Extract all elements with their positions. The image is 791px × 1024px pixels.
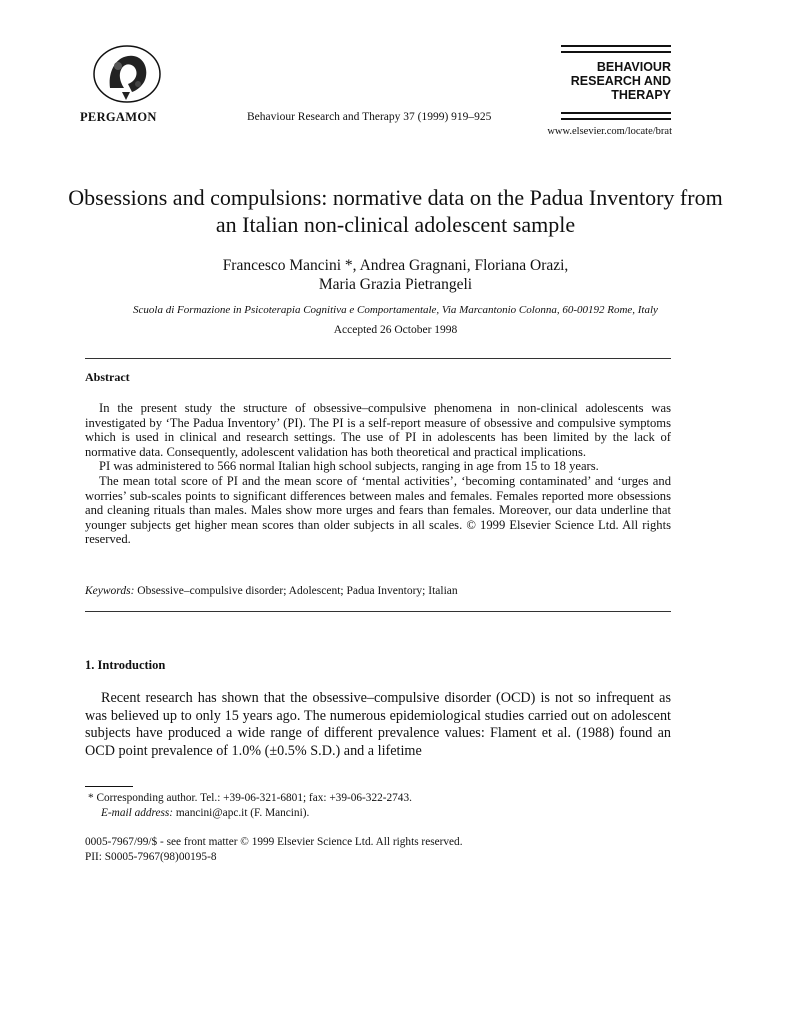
publisher-logo bbox=[92, 44, 162, 104]
journal-rule-bottom-2 bbox=[561, 118, 671, 120]
introduction-body bbox=[85, 690, 671, 760]
email-label: E-mail address: bbox=[101, 807, 174, 819]
abstract-paragraph-2: PI was administered to 566 normal Italian high school subjects, ranging in age from 15 to 18 years. bbox=[99, 459, 599, 474]
section-heading-introduction: 1. Introduction bbox=[85, 658, 166, 672]
abstract-heading: Abstract bbox=[85, 370, 130, 384]
publisher-name: PERGAMON bbox=[80, 110, 157, 124]
journal-rule-bottom bbox=[561, 112, 671, 114]
journal-title bbox=[561, 60, 671, 102]
affiliation: Scuola di Formazione in Psicoterapia Cognitiva e Comportamentale, Via Marcantonio Colonna, 60-00192 Rome, Italy bbox=[133, 304, 658, 316]
author-line-1: Francesco Mancini *, Andrea Gragnani, Floriana Orazi, bbox=[222, 257, 569, 274]
journal-url[interactable]: www.elsevier.com/locate/brat bbox=[547, 126, 672, 137]
keywords-label: Keywords: bbox=[85, 585, 135, 597]
rule-below-abstract bbox=[85, 611, 671, 612]
keywords-text: Obsessive–compulsive disorder; Adolescent; Padua Inventory; Italian bbox=[134, 585, 458, 597]
abstract-body bbox=[85, 401, 671, 547]
email-text[interactable]: mancini@apc.it (F. Mancini). bbox=[173, 807, 310, 819]
article-title: Obsessions and compulsions: normative data on the Padua Inventory from an Italian non-clinical adolescent sample bbox=[68, 185, 723, 237]
keywords bbox=[85, 585, 671, 597]
journal-title-line-1: BEHAVIOUR bbox=[596, 60, 671, 74]
rule-above-abstract bbox=[85, 358, 671, 359]
author-line-2: Maria Grazia Pietrangeli bbox=[318, 276, 473, 293]
footnote-corresponding: * Corresponding author. Tel.: +39-06-321-6801; fax: +39-06-322-2743. bbox=[88, 792, 412, 804]
abstract-paragraph-3: The mean total score of PI and the mean score of ‘mental activities’, ‘becoming contaminated’ and ‘urges and worries’ sub-scales points to significant differences between males and females. Females reported more obsessions and cleaning rituals than males. Males show more urges and fears than females. Moreover, our data underline that younger subjects get higher mean scores than older subjects in all scales. © 1999 Elsevier Science Ltd. All rights reserved. bbox=[85, 473, 671, 547]
journal-title-line-2: RESEARCH AND bbox=[570, 74, 671, 88]
journal-citation: Behaviour Research and Therapy 37 (1999) 919–925 bbox=[247, 111, 492, 123]
author-list bbox=[60, 256, 731, 294]
journal-rule-top-2 bbox=[561, 51, 671, 53]
footnote-email bbox=[101, 806, 691, 821]
abstract-paragraph-1: In the present study the structure of obsessive–compulsive phenomena in non-clinical adolescents was investigated by ‘The Padua Inventory’ (PI). The PI is a self-report measure of obsessive and compulsive symptoms which is used in clinical and research settings. The use of PI in adolescents has been limited by the lack of normative data. Consequently, adolescent validation has both theoretical and practical implications. bbox=[85, 401, 671, 459]
footnote-rule bbox=[85, 786, 133, 787]
accepted-date: Accepted 26 October 1998 bbox=[333, 324, 458, 336]
journal-rule-top bbox=[561, 45, 671, 47]
issn-line: 0005-7967/99/$ - see front matter © 1999 Elsevier Science Ltd. All rights reserved. bbox=[85, 836, 463, 848]
journal-title-line-3: THERAPY bbox=[611, 88, 671, 102]
introduction-paragraph: Recent research has shown that the obsessive–compulsive disorder (OCD) is not so infrequent as was believed up to only 15 years ago. The numerous epidemiological studies carried out on adolescent subjects have produced a wide range of different prevalence values: Flament et al. (1988) found an OCD point prevalence of 1.0% (±0.5% S.D.) and a lifetime bbox=[85, 690, 671, 759]
pii-line: PII: S0005-7967(98)00195-8 bbox=[85, 851, 217, 863]
